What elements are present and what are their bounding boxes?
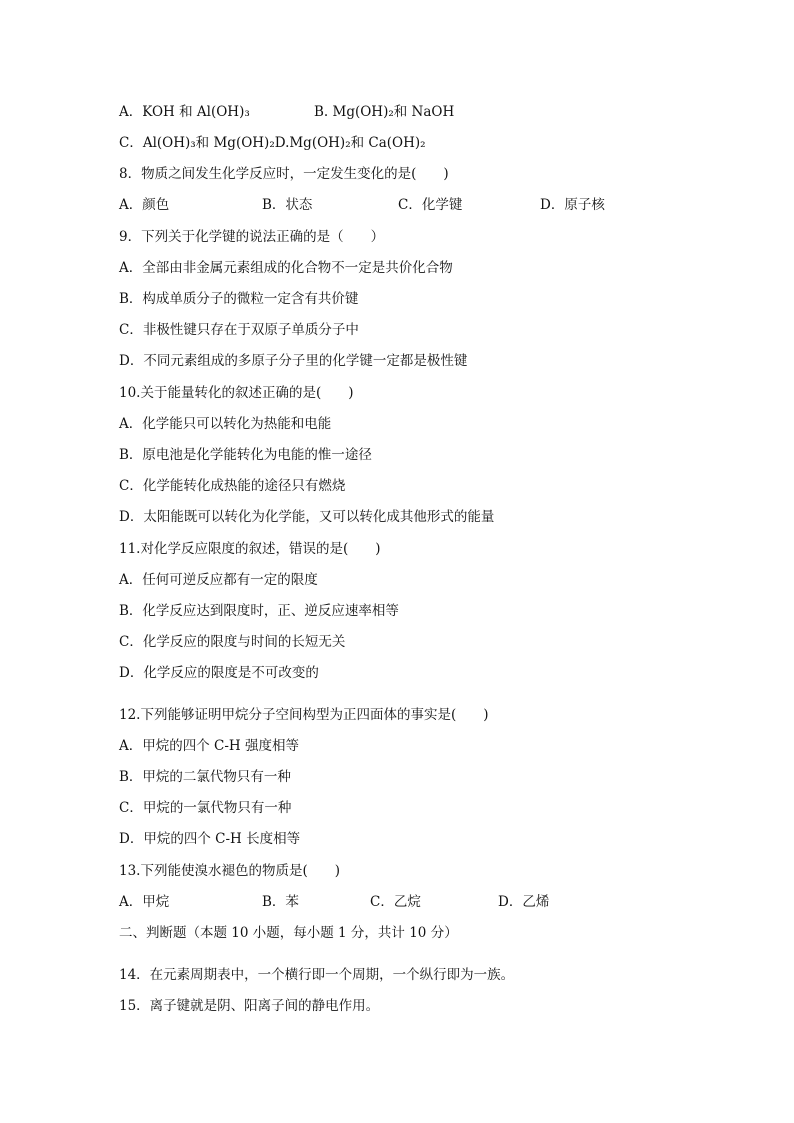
q13-stem: 13.下列能使溴水褪色的物质是( ): [119, 863, 341, 879]
q8-option-a: A．颜色: [119, 197, 170, 213]
q10-option-c: C．化学能转化成热能的途径只有燃烧: [119, 478, 346, 494]
q12-option-a: A．甲烷的四个 C-H 强度相等: [119, 738, 299, 754]
q9-option-c: C．非极性键只存在于双原子单质分子中: [119, 322, 359, 338]
q13-option-b: B．苯: [262, 894, 299, 910]
q11-option-d: D．化学反应的限度是不可改变的: [119, 665, 319, 681]
q10-stem: 10.关于能量转化的叙述正确的是( ): [119, 385, 354, 401]
q8-stem: 8．物质之间发生化学反应时，一定发生变化的是( ): [119, 166, 449, 182]
q11-option-b: B．化学反应达到限度时，正、逆反应速率相等: [119, 603, 399, 619]
q12-option-d: D．甲烷的四个 C-H 长度相等: [119, 831, 301, 847]
q12-stem: 12.下列能够证明甲烷分子空间构型为正四面体的事实是( ): [119, 707, 489, 723]
q8-option-d: D．原子核: [540, 197, 605, 213]
q12-option-b: B．甲烷的二氯代物只有一种: [119, 769, 291, 785]
q12-option-c: C．甲烷的一氯代物只有一种: [119, 800, 292, 816]
q11-option-c: C．化学反应的限度与时间的长短无关: [119, 634, 346, 650]
section-title-true-false: 二、判断题（本题 10 小题，每小题 1 分，共计 10 分）: [119, 925, 458, 941]
q8-option-b: B．状态: [262, 197, 313, 213]
q13-option-d: D．乙烯: [498, 894, 550, 910]
q14-stem: 14．在元素周期表中，一个横行即一个周期，一个纵行即为一族。: [119, 967, 515, 983]
q9-option-d: D．不同元素组成的多原子分子里的化学键一定都是极性键: [119, 353, 468, 369]
q15-stem: 15．离子键就是阴、阳离子间的静电作用。: [119, 998, 380, 1014]
q11-option-a: A．任何可逆反应都有一定的限度: [119, 572, 318, 588]
q10-option-b: B．原电池是化学能转化为电能的惟一途径: [119, 447, 372, 463]
q7-options-c-d: C．Al(OH)₃和 Mg(OH)₂D.Mg(OH)₂和 Ca(OH)₂: [119, 135, 426, 151]
q10-option-d: D．太阳能既可以转化为化学能，又可以转化成其他形式的能量: [119, 509, 495, 525]
q7-option-b: B. Mg(OH)₂和 NaOH: [314, 104, 455, 120]
q13-option-a: A．甲烷: [119, 894, 170, 910]
q7-option-a: A．KOH 和 Al(OH)₃: [119, 104, 250, 120]
q9-option-a: A．全部由非金属元素组成的化合物不一定是共价化合物: [119, 260, 453, 276]
q9-option-b: B．构成单质分子的微粒一定含有共价键: [119, 291, 359, 307]
q10-option-a: A．化学能只可以转化为热能和电能: [119, 416, 332, 432]
q8-option-c: C．化学键: [398, 197, 463, 213]
q11-stem: 11.对化学反应限度的叙述，错误的是( ): [119, 541, 381, 557]
q13-option-c: C．乙烷: [370, 894, 421, 910]
q9-stem: 9．下列关于化学键的说法正确的是（ ）: [119, 229, 385, 245]
